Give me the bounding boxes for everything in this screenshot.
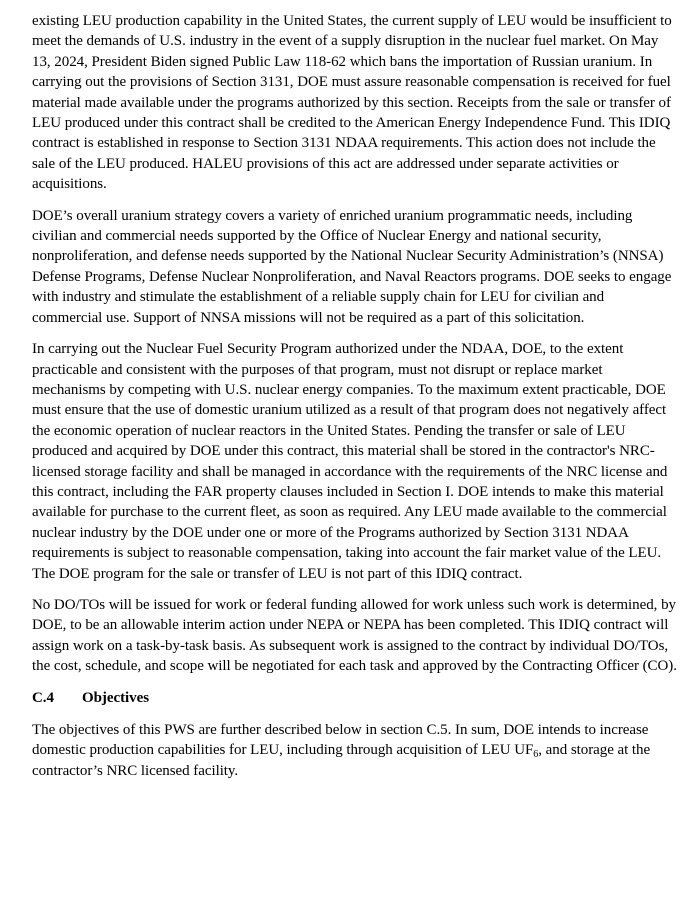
uf6-subscript: 6 (533, 749, 539, 761)
paragraph-uranium-strategy: DOE’s overall uranium strategy covers a variety of enriched uranium programmatic needs, including civilian and commercial needs supported by the Office of Nuclear Energy and national security, nonproliferation, and defense needs supported by the National Nuclear Security Administration’s (NNSA) Defense Programs, Defense Nuclear Nonproliferation, and Naval Reactors programs. DOE seeks to engage with industry and stimulate the establishment of a reliable supply chain for LEU for civilian and commercial use. Support of NNSA missions will not be required as a part of this solicitation. (32, 207, 672, 326)
paragraph-objectives (32, 720, 677, 781)
section-title: Objectives (82, 689, 149, 706)
section-number: C.4 (32, 689, 54, 706)
objectives-text-start: The objectives of this PWS are further described below in section C.5. In sum, DOE intends to increase domestic production capabilities for LEU, including through acquisition of LEU UF (32, 722, 649, 759)
section-heading (32, 688, 677, 708)
paragraph-leu-supply-russian-ban: existing LEU production capability in the United States, the current supply of LEU would be insufficient to meet the demands of U.S. industry in the event of a supply disruption in the nuclear fuel market. On May 13, 2024, President Biden signed Public Law 118-62 which bans the importation of Russian uranium. In carrying out the provisions of Section 3131, DOE must assure reasonable compensation is received for fuel material made available under the programs authorized by this section. Receipts from the sale or transfer of LEU produced under this contract shall be credited to the American Energy Independence Fund. This IDIQ contract is established in response to Section 3131 NDAA requirements. This action does not include the sale of the LEU produced. HALEU provisions of this act are addressed under separate activities or acquisitions. (32, 13, 672, 193)
document-page (32, 11, 677, 792)
paragraph-nuclear-fuel-security-program: In carrying out the Nuclear Fuel Security Program authorized under the NDAA, DOE, to the extent practicable and consistent with the purposes of that program, must not disrupt or replace market mechanisms by competing with U.S. nuclear energy companies. To the maximum extent practicable, DOE must ensure that the use of domestic uranium utilized as a result of that program does not negatively affect the economic operation of nuclear reactors in the United States. Pending the transfer or sale of LEU produced and acquired by DOE under this contract, this material shall be stored in the contractor's NRC-licensed storage facility and shall be managed in accordance with the requirements of the NRC license and this contract, including the FAR property clauses included in Section I. DOE intends to make this material available for purchase to the current fleet, as soon as required. Any LEU made available to the commercial nuclear industry by the DOE under one or more of the Programs authorized by Section 3131 NDAA requirements is subject to reasonable compensation, taking into account the fair market value of the LEU. The DOE program for the sale or transfer of LEU is not part of this IDIQ contract. (32, 341, 668, 582)
paragraph-nepa-task-orders: No DO/TOs will be issued for work or federal funding allowed for work unless such work is determined, by DOE, to be an allowable interim action under NEPA or NEPA has been completed. This IDIQ contract will assign work on a task-by-task basis. As subsequent work is assigned to the contract by individual DO/TOs, the cost, schedule, and scope will be negotiated for each task and approved by the Contracting Officer (CO). (32, 596, 677, 675)
objectives-text-end: , and storage at the contractor’s NRC licensed facility. (32, 742, 651, 779)
